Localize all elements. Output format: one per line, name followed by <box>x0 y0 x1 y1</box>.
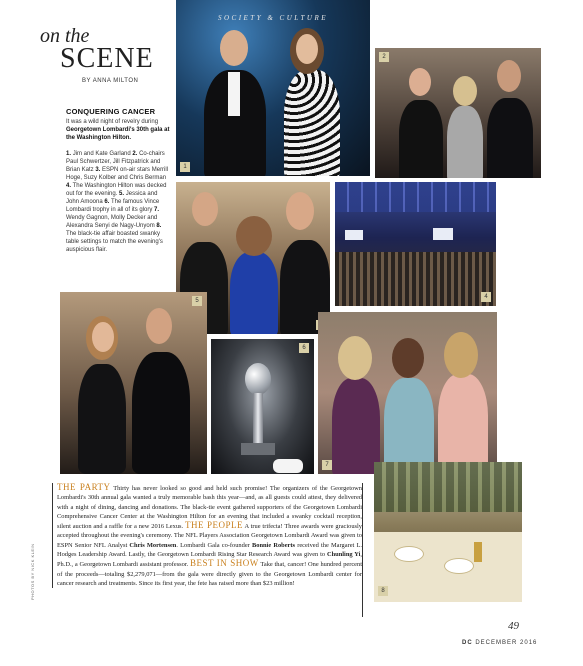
page-footer <box>462 640 537 646</box>
figure-woman <box>447 106 483 178</box>
caption-number: 2. <box>132 151 138 157</box>
caption-number: 5. <box>119 191 125 197</box>
lead-in-the-party: THE PARTY <box>57 482 111 492</box>
photo-jim-and-kate-garland <box>176 0 370 176</box>
figure-man <box>487 98 533 178</box>
figure-man <box>132 352 190 474</box>
photo-number: 8 <box>378 586 388 596</box>
sidebar-intro-bold: Georgetown Lombardi's 30th gala at the Washington Hilton. <box>66 127 170 141</box>
figure-hair <box>453 76 477 106</box>
photo-number: 7 <box>322 460 332 470</box>
photo-three-women <box>318 312 497 474</box>
figure-woman-pink <box>438 374 488 474</box>
photo-jessica-and-john-amoona <box>60 292 207 474</box>
figure-hair <box>444 332 478 378</box>
name-bonnie-roberts: Bonnie Roberts <box>251 541 295 549</box>
screen <box>345 230 363 240</box>
photo-co-chairs <box>375 48 541 178</box>
page-number: 49 <box>508 620 519 632</box>
issue-date: DECEMBER 2016 <box>475 640 538 646</box>
photo-credit: PHOTOS BY NICK KLEIN <box>30 543 35 600</box>
name-chris-mortensen: Chris Mortensen <box>129 541 177 549</box>
shirt <box>228 72 240 116</box>
caption-number: 1. <box>66 151 72 157</box>
photo-lombardi-trophy <box>211 339 314 474</box>
caption-text: Jessica and John Amoona <box>66 191 158 205</box>
figure-woman-purple <box>332 378 380 474</box>
header-on-the: on the <box>40 25 90 47</box>
white-glove <box>273 459 303 473</box>
lead-in-best-in-show: BEST IN SHOW <box>190 558 259 569</box>
figure-head <box>286 192 314 230</box>
figure-woman-teal <box>384 378 434 474</box>
trophy-base <box>241 443 275 455</box>
glass <box>474 542 482 562</box>
page-header <box>40 26 170 84</box>
paragraph-party: Thirty has never looked so good and held such promise! The organizers of the Georgetown Lombardi's 30th annual gala wanted a truly memorable bash this year—and, as all guests could attest, they delivered with a night of dining, dancing and donations. The black-tie event gathered supporters of the Georgetown Lombardi Comprehensive Cancer Center at the Washington Hilton for an evening that included a swanky cocktail reception, silent auction and a raffle for a new 2016 Lexus. <box>57 485 362 531</box>
figure-man <box>399 100 443 178</box>
photo-number: 2 <box>379 52 389 62</box>
header-scene: SCENE <box>60 43 154 74</box>
article-divider <box>362 483 363 617</box>
screen <box>433 228 453 240</box>
caption-number: 4. <box>66 183 72 189</box>
crowd <box>335 252 496 306</box>
figure-head <box>497 60 521 92</box>
section-label: SOCIETY & CULTURE <box>217 14 329 22</box>
greenery <box>374 462 522 512</box>
sidebar-headline: CONQUERING CANCER <box>66 107 156 116</box>
paragraph-people-c: received the Margaret L. Hodges Leadership Award. Lastly, the Georgetown Lombardi Rising Star Research Award was given to <box>57 541 362 559</box>
plate <box>444 558 474 574</box>
ceiling-lights <box>335 182 496 212</box>
figure-hair <box>236 216 272 256</box>
figure-woman <box>78 364 126 474</box>
figure-head <box>220 30 248 66</box>
trophy-stem <box>253 393 263 445</box>
caption-number: 6. <box>104 199 110 205</box>
photo-table-settings <box>374 462 522 602</box>
figure-head <box>92 322 114 352</box>
plate <box>394 546 424 562</box>
figure-woman <box>284 70 340 176</box>
photo-washington-hilton-ballroom <box>335 182 496 306</box>
figure-head <box>409 68 431 96</box>
figure-hair <box>392 338 424 378</box>
lead-in-the-people: THE PEOPLE <box>184 520 243 531</box>
paragraph-best-in-show: Take that, cancer! One hundred percent of the proceeds—totaling $2,279,071—from the gala were directly given to the Georgetown Lombardi center for cancer research and treatments. Since its first year, the fete has raised more than $23 million! <box>57 561 362 587</box>
caption-number: 3. <box>95 167 101 173</box>
caption-sidebar <box>66 108 170 254</box>
paragraph-people-b: . Lombardi Gala co-founder <box>176 541 250 549</box>
photo-number: 5 <box>192 296 202 306</box>
caption-text: The black-tie affair boasted swanky table settings to match the evening's auspicious flair. <box>66 231 163 253</box>
paragraph-people-a: A true trifecta! Three awards were graciously accepted throughout the evening's ceremony. The NFL Players Association Georgetown Lombardi Award was given to ESPN Senior NFL Analyst <box>57 523 362 549</box>
figure-head <box>192 192 218 226</box>
caption-text: Wendy Gagnon, Molly Decker and Alexandra Senyi de Nagy-Unyom <box>66 215 158 229</box>
paragraph-people-d: Ph.D., a Georgetown Lombardi assistant professor. <box>57 561 189 569</box>
caption-text: The Washington Hilton was decked out for the evening. <box>66 183 167 197</box>
caption-text: ESPN on-air stars Merrill Hoge, Suzy Kolber and Chris Berman <box>66 167 169 181</box>
figure-head <box>146 308 172 344</box>
sidebar-intro <box>66 118 170 142</box>
trophy-football <box>245 363 271 395</box>
sidebar-intro-text: It was a wild night of revelry during <box>66 119 159 125</box>
photo-number: 4 <box>481 292 491 302</box>
caption-text: Jim and Kate Garland <box>72 151 131 157</box>
caption-list <box>66 150 170 254</box>
figure-hair <box>338 336 372 380</box>
magazine-name: DC <box>462 640 473 646</box>
byline: BY ANNA MILTON <box>82 78 139 84</box>
caption-number: 8. <box>156 223 162 229</box>
caption-text: Co-chairs Paul Schwertzer, Jill Fitzpatrick and Brian Katz <box>66 151 165 173</box>
caption-text: The famous Vince Lombardi trophy in all of its glory <box>66 199 160 213</box>
article-body <box>52 483 362 588</box>
figure-head <box>296 34 318 64</box>
photo-number: 6 <box>299 343 309 353</box>
photo-number: 1 <box>180 162 190 172</box>
caption-number: 7. <box>154 207 160 213</box>
figure-woman <box>230 252 278 334</box>
name-chunling-yi: Chunling Yi <box>327 551 361 559</box>
